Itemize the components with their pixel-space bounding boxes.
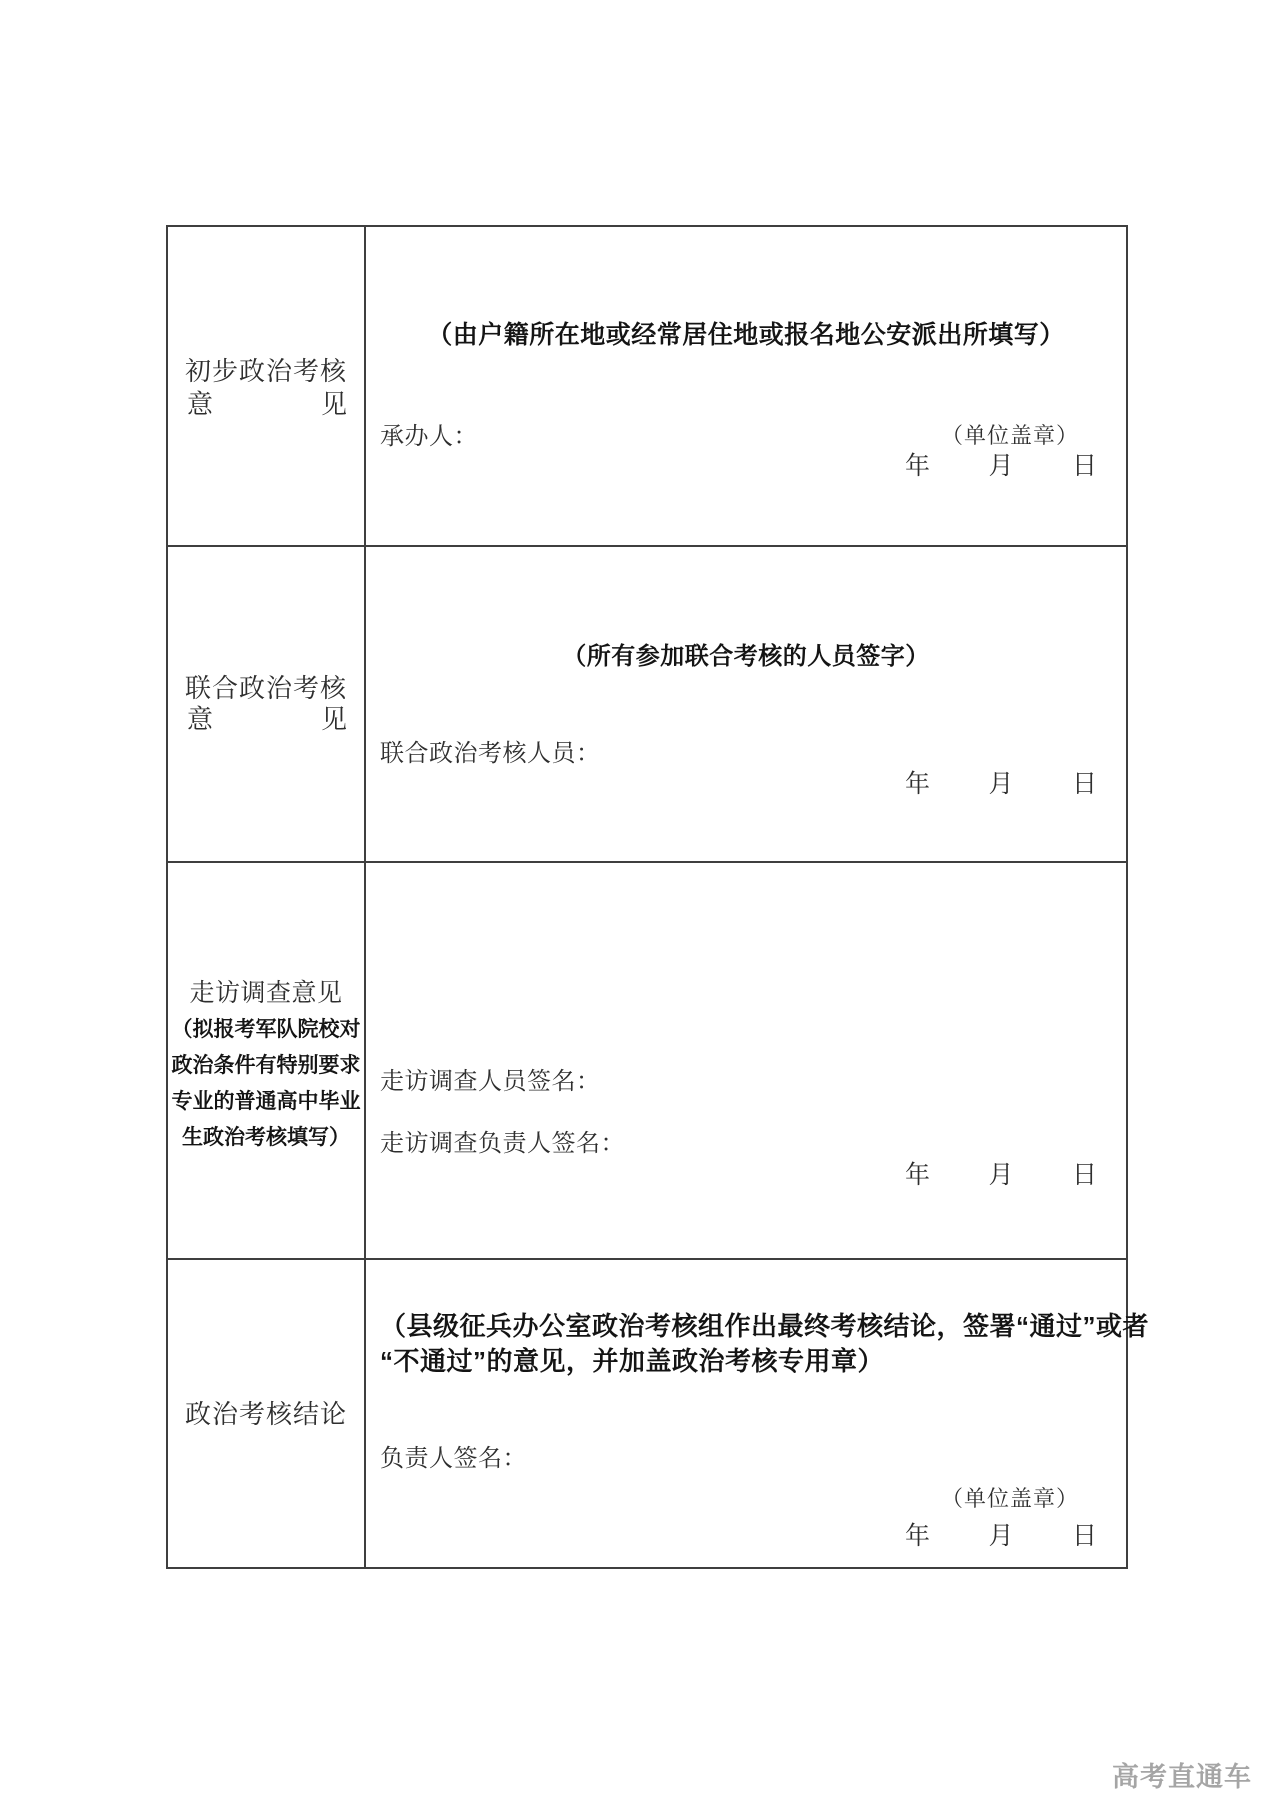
day-label: 日 <box>1071 771 1097 798</box>
year-label: 年 <box>905 771 931 798</box>
preliminary-label-line1: 初步政治考核 <box>184 357 347 386</box>
conclusion-label-cell <box>168 1260 364 1567</box>
preliminary-label-cell <box>168 227 364 545</box>
visit-label-note-2: 政治条件有特别要求 <box>171 1054 361 1077</box>
joint-label-jian: 见 <box>320 705 347 734</box>
visit-label-note-1: （拟报考军队院校对 <box>171 1018 361 1041</box>
visit-date-line <box>905 1159 1097 1193</box>
political-review-table <box>166 225 1150 1569</box>
visit-label-cell <box>168 863 364 1258</box>
month-label: 月 <box>988 771 1014 798</box>
month-label: 月 <box>988 1162 1014 1189</box>
preliminary-label-yi: 意 <box>187 390 214 419</box>
conclusion-date-line <box>905 1520 1097 1554</box>
preliminary-seal-note: （单位盖章） <box>941 423 1080 448</box>
day-label: 日 <box>1071 1523 1097 1550</box>
joint-caption: （所有参加联合考核的人员签字） <box>562 643 930 670</box>
joint-date-line <box>905 768 1097 802</box>
preliminary-caption: （由户籍所在地或经常居住地或报名地公安派出所填写） <box>427 321 1065 349</box>
year-label: 年 <box>905 1162 931 1189</box>
day-label: 日 <box>1071 1162 1097 1189</box>
joint-label-cell <box>168 547 364 861</box>
visit-label-note-4: 生政治考核填写） <box>182 1126 350 1149</box>
conclusion-seal-note: （单位盖章） <box>941 1486 1080 1511</box>
site-watermark: 高考直通车 <box>1112 1762 1252 1792</box>
joint-label-line2 <box>187 703 347 737</box>
visit-label-note-3: 专业的普通高中毕业 <box>171 1090 361 1113</box>
preliminary-date-line <box>905 450 1097 484</box>
preliminary-label-line2 <box>187 388 347 422</box>
day-label: 日 <box>1071 453 1097 480</box>
visit-label-title: 走访调查意见 <box>189 980 343 1007</box>
visit-content-cell <box>366 863 1126 1258</box>
conclusion-content-cell <box>366 1260 1150 1567</box>
visit-investigator-label: 走访调查人员签名： <box>380 1069 601 1095</box>
conclusion-signer-label: 负责人签名： <box>380 1446 527 1472</box>
joint-personnel-label: 联合政治考核人员： <box>380 741 601 767</box>
year-label: 年 <box>905 1523 931 1550</box>
conclusion-label: 政治考核结论 <box>184 1400 347 1429</box>
preliminary-content-cell <box>366 227 1126 545</box>
preliminary-label-jian: 见 <box>320 390 347 419</box>
conclusion-caption-line1: （县级征兵办公室政治考核组作出最终考核结论，签署“通过”或者 <box>380 1311 1150 1341</box>
joint-content-cell <box>366 547 1126 861</box>
joint-label-line1: 联合政治考核 <box>184 674 347 703</box>
preliminary-handler-label: 承办人： <box>380 424 478 450</box>
conclusion-caption-line2: “不通过”的意见，并加盖政治考核专用章） <box>380 1346 885 1376</box>
joint-label-yi: 意 <box>187 705 214 734</box>
month-label: 月 <box>988 453 1014 480</box>
month-label: 月 <box>988 1523 1014 1550</box>
visit-lead-label: 走访调查负责人签名： <box>380 1131 625 1157</box>
year-label: 年 <box>905 453 931 480</box>
